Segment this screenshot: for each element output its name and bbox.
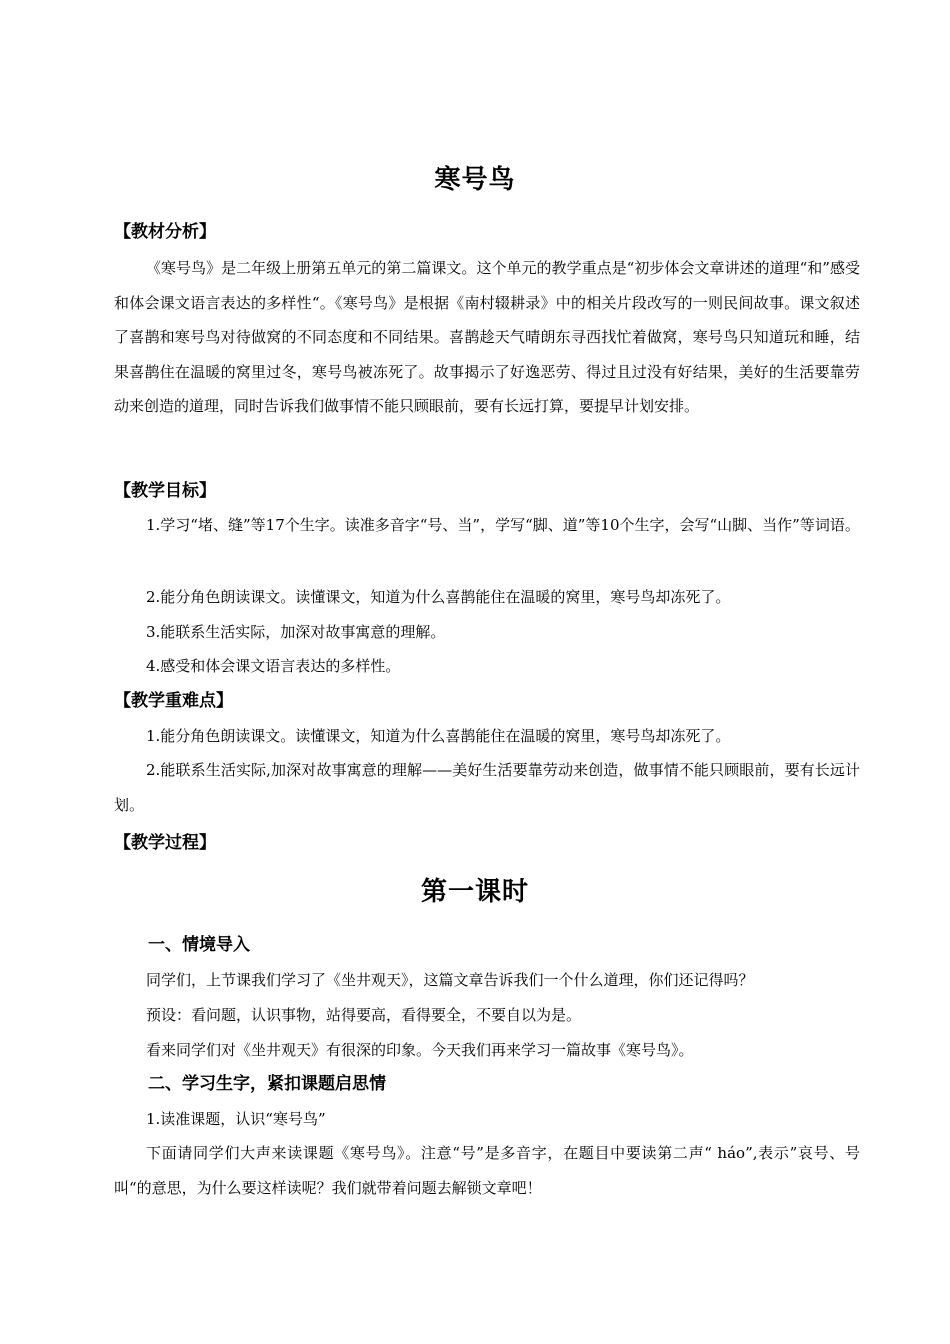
intro-line-1: 同学们，上节课我们学习了《坐井观天》，这篇文章告诉我们一个什么道理，你们还记得吗？ [146,971,754,989]
intro-line-2: 预设：看问题，认识事物，站得要高，看得要全，不要自以为是。 [146,1006,582,1024]
heading-process: 【教学过程】 [114,833,216,853]
document-title: 寒号鸟 [434,165,516,195]
heading-analysis: 【教材分析】 [114,222,216,242]
section-heading-intro: 一、情境导入 [148,935,250,955]
keypoint-item-1: 1.能分角色朗读课文。读懂课文，知道为什么喜鹊能住在温暖的窝里，寒号鸟却冻死了。 [146,727,731,745]
analysis-paragraph: 《寒号鸟》是二年级上册第五单元的第二篇课文。这个单元的教学重点是“初步体会文章讲述的道理“和”感受和体会课文语言表达的多样性“。《寒号鸟》是根据《南村辍耕录》中的相关片段改写的一则民间故事。课文叙述了喜鹊和寒号鸟对待做窝的不同态度和不同结果。喜鹊趁天气晴朗东寻西找忙着做窝，寒号鸟只知道玩和睡，结果喜鹊住在温暖的窝里过冬，寒号鸟被冻死了。故事揭示了好逸恶劳、得过且过没有好结果，美好的生活要靠劳动来创造的道理，同时告诉我们做事情不能只顾眼前，要有长远打算，要提早计划安排。 [114,259,860,415]
goal-item-1: 1.学习“堵、缝”等17个生字。读准多音字“号、当”，学写“脚、道”等10个生字，会写“山脚、当作”等词语。 [146,516,860,534]
lesson-title: 第一课时 [420,877,529,907]
keypoint-item-2: 2.能联系生活实际,加深对故事寓意的理解——美好生活要靠劳动来创造，做事情不能只顾眼前，要有长远计划。 [114,761,860,814]
goal-item-4: 4.感受和体会课文语言表达的多样性。 [146,657,401,675]
heading-keypoints: 【教学重难点】 [114,691,233,711]
heading-goals: 【教学目标】 [114,481,216,501]
section-heading-characters: 二、学习生字，紧扣课题启思情 [148,1074,386,1094]
goal-item-3: 3.能联系生活实际，加深对故事寓意的理解。 [146,623,446,641]
goal-item-2: 2.能分角色朗读课文。读懂课文，知道为什么喜鹊能住在温暖的窝里，寒号鸟却冻死了。 [146,588,731,606]
intro-line-3: 看来同学们对《坐井观天》有很深的印象。今天我们再来学习一篇故事《寒号鸟》。 [146,1041,694,1059]
characters-paragraph: 下面请同学们大声来读课题《寒号鸟》。注意“号”是多音字，在题目中要读第二声“ háo”,表示”哀号、号叫“的意思，为什么要这样读呢？我们就带着问题去解锁文章吧！ [114,1144,860,1197]
characters-line-1: 1.读准课题，认识“寒号鸟” [146,1110,326,1128]
